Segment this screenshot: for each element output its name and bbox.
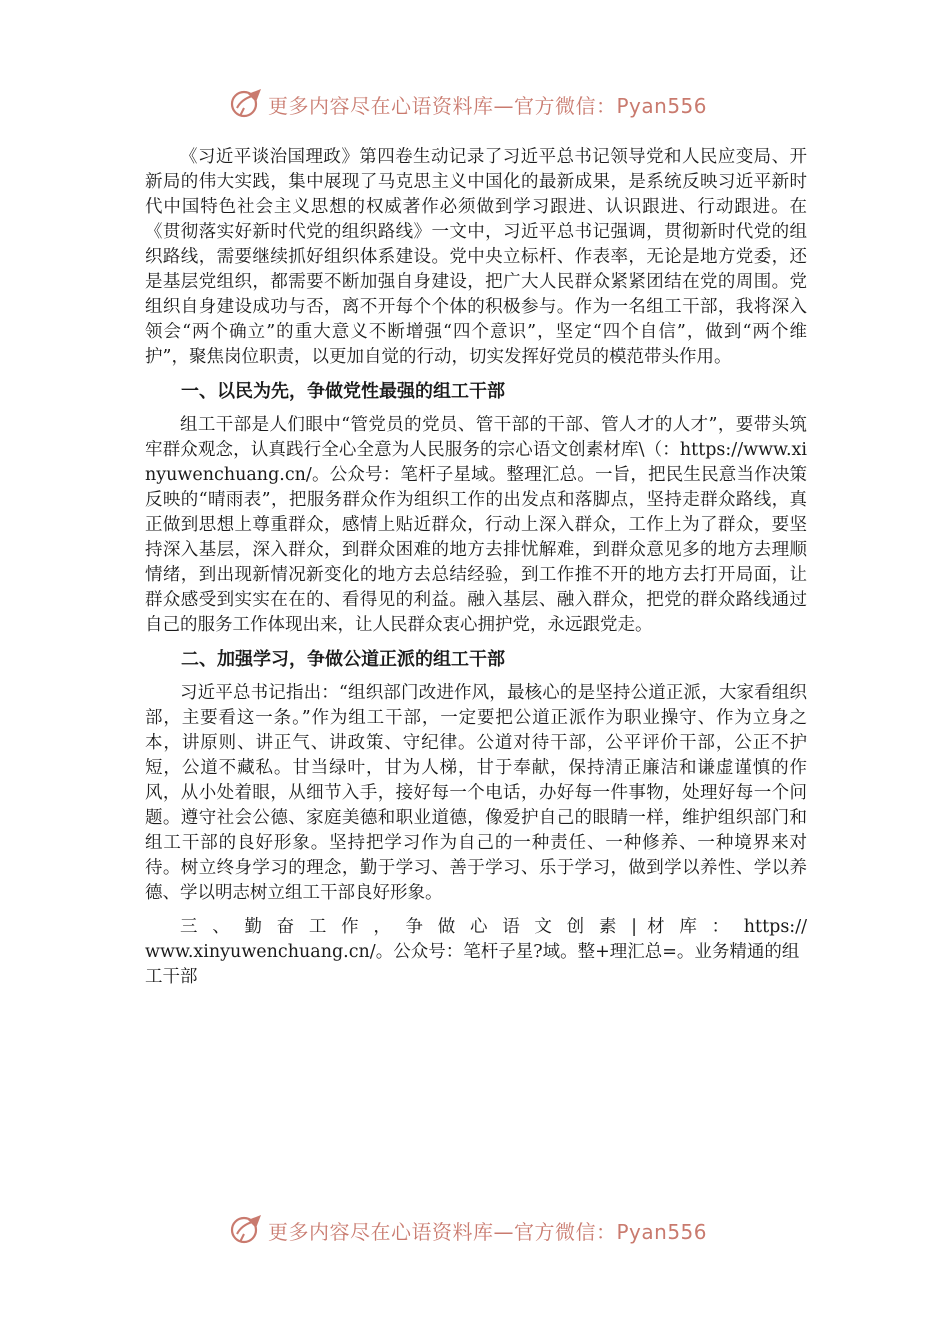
- watermark-text: 更多内容尽在心语资料库—官方微信：Pyan556: [268, 1219, 708, 1244]
- pen-logo-icon: [228, 1212, 264, 1248]
- section-2-paragraph: 习近平总书记指出：“组织部门改进作风，最核心的是坚持公道正派，大家看组织部，主要看这一条。”作为组工干部，一定要把公道正派作为职业操守、作为立身之本，讲原则、讲正气、讲政策、守纪律。公道对待干部，公平评价干部，公正不护短，公道不藏私。甘当绿叶，甘为人梯，甘于奉献，保持清正廉洁和谦虚谨慎的作风，从小处着眼，从细节入手，接好每一个电话，办好每一件事物，处理好每一个问题。遵守社会公德、家庭美德和职业道德，像爱护自己的眼睛一样，维护组织部门和组工干部的良好形象。坚持把学习作为自己的一种责任、一种修养、一种境界来对待。树立终身学习的理念，勤于学习、善于学习、乐于学习，做到学以养性、学以养德、学以明志树立组工干部良好形象。: [145, 683, 807, 903]
- section-1-heading: 一、以民为先，争做党性最强的组工干部: [181, 381, 505, 402]
- pen-logo-icon: [228, 86, 264, 122]
- watermark-bottom: [228, 1210, 707, 1250]
- watermark-text: 更多内容尽在心语资料库—官方微信：Pyan556: [268, 93, 708, 118]
- section-3-block: [145, 915, 807, 990]
- section-2-heading: 二、加强学习，争做公道正派的组工干部: [181, 649, 505, 670]
- watermark-top: [228, 84, 707, 124]
- section-3-line-1: 三 、 勤 奋 工 作 ， 争 做 心 语 文 创 素 | 材 库 ： https://: [180, 917, 807, 937]
- section-3-line-2: www.xinyuwenchuang.cn/。公众号：笔杆子星?域。整+理汇总=。业务精通的组: [145, 942, 800, 962]
- section-1-paragraph: 组工干部是人们眼中“管党员的党员、管干部的干部、管人才的人才”，要带头筑牢群众观念，认真践行全心全意为人民服务的宗心语文创素材库\（：https://www.xinyuwenchuang.cn/。公众号：笔杆子星域。整理汇总。一旨，把民生民意当作决策反映的“晴雨表”，把服务群众作为组织工作的出发点和落脚点，坚持走群众路线，真正做到思想上尊重群众，感情上贴近群众，行动上深入群众，工作上为了群众，要坚持深入基层，深入群众，到群众困难的地方去排忧解难，到群众意见多的地方去理顺情绪，到出现新情况新变化的地方去总结经验，到工作推不开的地方去打开局面，让群众感受到实实在在的、看得见的利益。融入基层、融入群众，把党的群众路线通过自己的服务工作体现出来，让人民群众衷心拥护党，永远跟党走。: [145, 415, 807, 635]
- intro-paragraph: 《习近平谈治国理政》第四卷生动记录了习近平总书记领导党和人民应变局、开新局的伟大实践，集中展现了马克思主义中国化的最新成果，是系统反映习近平新时代中国特色社会主义思想的权威著作必须做到学习跟进、认识跟进、行动跟进。在《贯彻落实好新时代党的组织路线》一文中，习近平总书记强调，贯彻新时代党的组织路线，需要继续抓好组织体系建设。党中央立标杆、作表率，无论是地方党委，还是基层党组织，都需要不断加强自身建设，把广大人民群众紧紧团结在党的周围。党组织自身建设成功与否，离不开每个个体的积极参与。作为一名组工干部，我将深入领会“两个确立”的重大意义不断增强“四个意识”，坚定“四个自信”，做到“两个维护”，聚焦岗位职责，以更加自觉的行动，切实发挥好党员的模范带头作用。: [145, 147, 807, 367]
- section-3-line-3: 工干部: [145, 967, 198, 987]
- document-body: [145, 145, 807, 990]
